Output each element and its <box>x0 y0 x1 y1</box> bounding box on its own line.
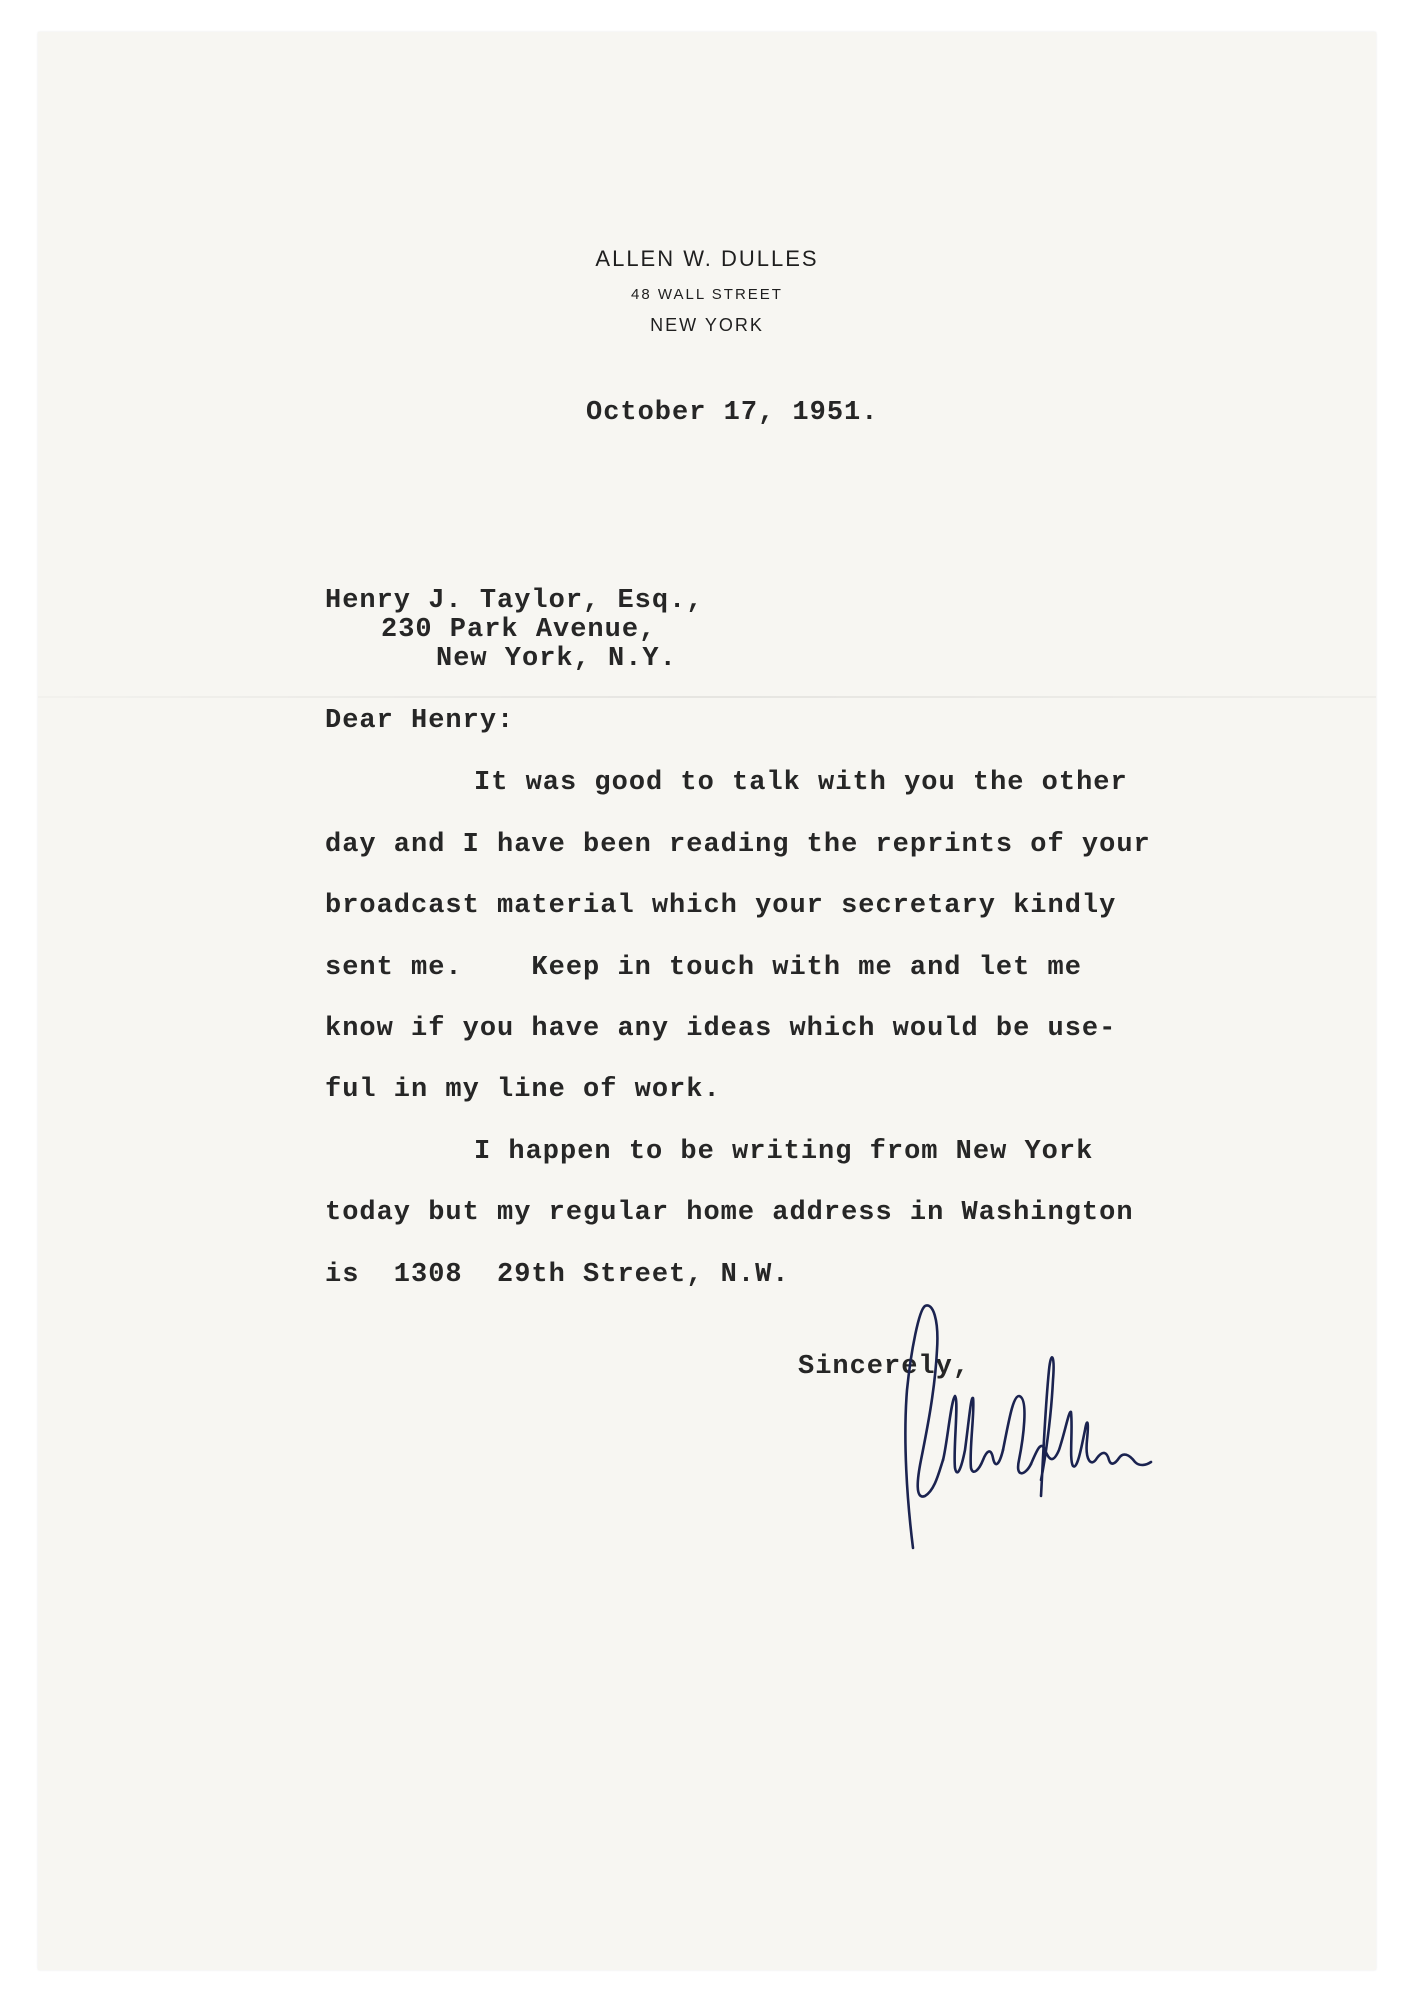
body-line: It was good to talk with you the other <box>474 768 1128 798</box>
recipient-name: Henry J. Taylor, Esq., <box>325 586 704 616</box>
closing: Sincerely, <box>798 1352 971 1382</box>
letterhead-street: 48 WALL STREET <box>631 286 783 303</box>
body-line: today but my regular home address in Washington <box>325 1198 1134 1228</box>
salutation: Dear Henry: <box>325 706 515 736</box>
recipient-city: New York, N.Y. <box>436 644 677 674</box>
signature <box>873 1300 1153 1560</box>
letter-sheet <box>38 32 1376 1970</box>
body-line: sent me. Keep in touch with me and let me <box>325 953 1082 983</box>
signature-strokes <box>905 1305 1151 1548</box>
body-line: day and I have been reading the reprints of your <box>325 830 1151 860</box>
letter-date: October 17, 1951. <box>586 398 879 428</box>
body-line: ful in my line of work. <box>325 1075 721 1105</box>
body-line: broadcast material which your secretary kindly <box>325 891 1117 921</box>
fold-crease <box>38 696 1376 698</box>
letterhead-name: ALLEN W. DULLES <box>595 246 819 271</box>
letterhead-city: NEW YORK <box>650 315 764 335</box>
recipient-street: 230 Park Avenue, <box>381 615 657 645</box>
body-line: know if you have any ideas which would be use- <box>325 1014 1117 1044</box>
body-line: is 1308 29th Street, N.W. <box>325 1260 790 1290</box>
body-line: I happen to be writing from New York <box>474 1137 1094 1167</box>
